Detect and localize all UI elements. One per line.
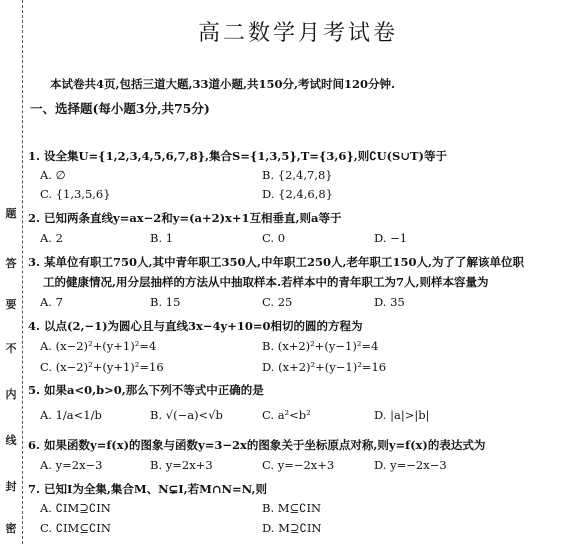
answer-option: D. −1 [374,231,408,245]
answer-option: C. {1,3,5,6} [40,187,111,201]
answer-option: C. 0 [262,231,286,245]
margin-char: 要 [5,298,17,311]
answer-option: B. {2,4,7,8} [262,168,333,182]
answer-option: C. (x−2)²+(y+1)²=16 [40,360,164,374]
question-stem: 5. 如果a<0,b>0,那么下列不等式中正确的是 [28,383,264,397]
answer-option: C. ∁IM⊆∁IN [40,521,111,535]
margin-char: 封 [5,480,17,493]
answer-option: C. y=−2x+3 [262,458,335,472]
answer-option: C. 25 [262,295,293,309]
question-stem: 2. 已知两条直线y=ax−2和y=(a+2)x+1互相垂直,则a等于 [28,211,342,225]
answer-option: B. y=2x+3 [150,458,213,472]
answer-option: A. 7 [40,295,63,309]
margin-char: 密 [5,522,17,535]
exam-intro: 本试卷共4页,包括三道大题,33道小题,共150分,考试时间120分钟. [50,77,396,91]
answer-option: B. 15 [150,295,181,309]
margin-char: 题 [5,207,17,220]
exam-title: 高二数学月考试卷 [197,21,398,46]
answer-option: D. M⊇∁IN [262,521,322,535]
answer-option: A. (x−2)²+(y+1)²=4 [40,339,157,353]
answer-option: D. 35 [374,295,405,309]
question-stem-continued: 工的健康情况,用分层抽样的方法从中抽取样本.若样本中的青年职工为7人,则样本容量为 [43,275,489,289]
margin-char: 内 [5,388,17,401]
answer-option: B. (x+2)²+(y−1)²=4 [262,339,379,353]
answer-option: A. 2 [40,231,63,245]
question-stem: 1. 设全集U={1,2,3,4,5,6,7,8},集合S={1,3,5},T={3,6},则∁U(S∪T)等于 [28,149,447,163]
margin-char: 不 [5,342,17,355]
answer-option: A. 1/a<1/b [40,408,102,422]
answer-option: A. ∁IM⊇∁IN [40,501,111,515]
margin-char: 线 [5,434,17,447]
question-stem: 3. 某单位有职工750人,其中青年职工350人,中年职工250人,老年职工150人,为了了解该单位职 [28,255,525,269]
question-stem: 7. 已知I为全集,集合M、N⊊I,若M∩N=N,则 [28,482,267,496]
exam-sheet [28,0,568,544]
question-stem: 6. 如果函数y=f(x)的图象与函数y=3−2x的图象关于坐标原点对称,则y=f(x)的表达式为 [28,438,486,452]
answer-option: A. y=2x−3 [40,458,103,472]
answer-option: D. |a|>|b| [374,408,430,422]
answer-option: D. y=−2x−3 [374,458,447,472]
section-heading: 一、选择题(每小题3分,共75分) [30,101,210,116]
answer-option: B. √(−a)<√b [150,408,223,422]
answer-option: D. {2,4,6,8} [262,187,333,201]
margin-char: 答 [5,257,17,270]
answer-option: A. ∅ [40,168,66,182]
binding-margin [0,0,23,544]
answer-option: C. a²<b² [262,408,311,422]
answer-option: D. (x+2)²+(y−1)²=16 [262,360,387,374]
question-stem: 4. 以点(2,−1)为圆心且与直线3x−4y+10=0相切的圆的方程为 [28,319,363,333]
answer-option: B. M⊆∁IN [262,501,322,515]
answer-option: B. 1 [150,231,174,245]
